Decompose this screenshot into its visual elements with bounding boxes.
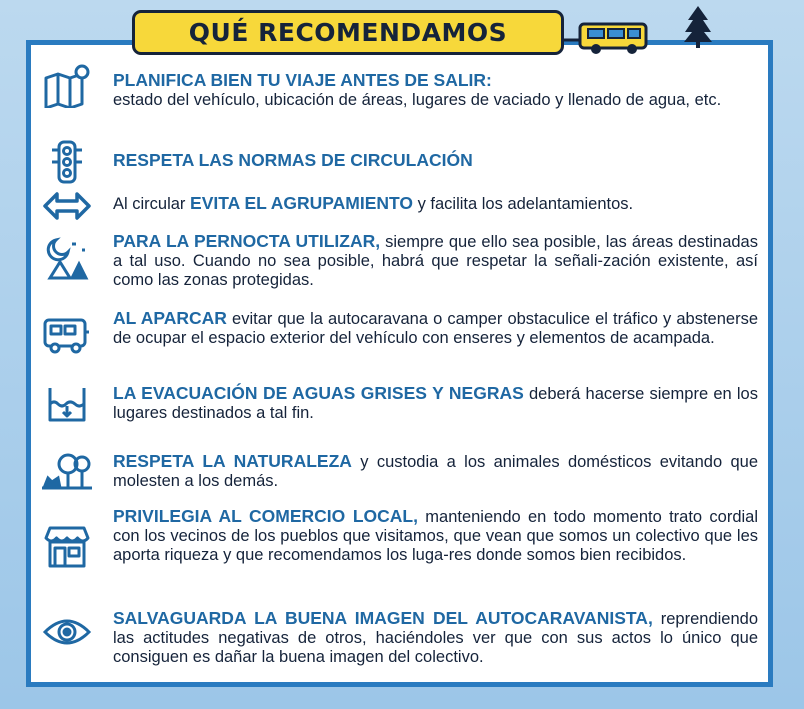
- item-body: siempre que ello sea posible, las áreas destinadas a tal uso. Cuando no sea posible, habrá que respetar la señali-zación existente, así como las zonas protegidas.: [113, 233, 758, 289]
- traffic-light-icon: [42, 140, 92, 184]
- recommendation-item: [113, 151, 758, 171]
- night-camp-icon: [42, 236, 92, 280]
- item-heading: PRIVILEGIA AL COMERCIO LOCAL,: [113, 506, 418, 526]
- item-heading: PARA LA PERNOCTA UTILIZAR,: [113, 231, 381, 251]
- recommendations-panel: [26, 40, 773, 687]
- eye-icon: [42, 610, 92, 654]
- recommendation-item: [113, 507, 758, 565]
- recommendation-item: [113, 232, 758, 290]
- water-drain-icon: [42, 382, 92, 426]
- item-heading: RESPETA LA NATURALEZA: [113, 451, 352, 471]
- recommendation-item: Al circular EVITA EL AGRUPAMIENTO y facilita los adelantamientos.: [113, 193, 634, 213]
- recommendation-item: [113, 309, 758, 348]
- recommendation-item: [113, 71, 758, 110]
- map-pin-icon: [42, 64, 92, 108]
- item-body: y facilita los adelantamientos.: [413, 195, 634, 213]
- item-heading: LA EVACUACIÓN DE AGUAS GRISES Y NEGRAS: [113, 383, 524, 403]
- tree-decoration-icon: [684, 6, 712, 53]
- item-body: reprendiendo las actitudes negativas de otros, haciéndoles ver que con sus actos lo único que consiguen es dañar la buena imagen del colectivo.: [113, 610, 758, 666]
- recommendation-item: [113, 384, 758, 423]
- recommendation-item: [113, 609, 758, 667]
- recommendation-item: [113, 452, 758, 491]
- item-body: y custodia a los animales domésticos evitando que molesten a los demás.: [113, 453, 758, 490]
- nature-trees-icon: [42, 446, 92, 490]
- item-body: evitar que la autocaravana o camper obstaculice el tráfico y abstenerse de ocupar el espacio exterior del vehículo con enseres y elementos de acampada.: [113, 310, 758, 347]
- item-heading: PLANIFICA BIEN TU VIAJE ANTES DE SALIR:: [113, 70, 492, 90]
- item-body: manteniendo en todo momento trato cordial con los vecinos de los pueblos que visitamos, que vean que somos un colectivo que les aporta riqueza y que recomendamos los luga-res donde somos bien recibidos.: [113, 508, 759, 564]
- camper-decoration-icon: [562, 18, 654, 63]
- item-heading: AL APARCAR: [113, 308, 227, 328]
- double-arrow-icon: [42, 184, 92, 228]
- item-body: deberá hacerse siempre en los lugares destinados a tal fin.: [113, 385, 758, 422]
- item-heading: SALVAGUARDA LA BUENA IMAGEN DEL AUTOCARAVANISTA,: [113, 608, 653, 628]
- title-badge: [132, 10, 564, 55]
- page-title: QUÉ RECOMENDAMOS: [188, 18, 508, 47]
- camper-van-icon: [42, 312, 92, 356]
- item-body: estado del vehículo, ubicación de áreas, lugares de vaciado y llenado de agua, etc.: [113, 91, 722, 109]
- local-shop-icon: [42, 524, 92, 568]
- item-heading: EVITA EL AGRUPAMIENTO: [190, 193, 413, 213]
- item-heading: RESPETA LAS NORMAS DE CIRCULACIÓN: [113, 150, 473, 170]
